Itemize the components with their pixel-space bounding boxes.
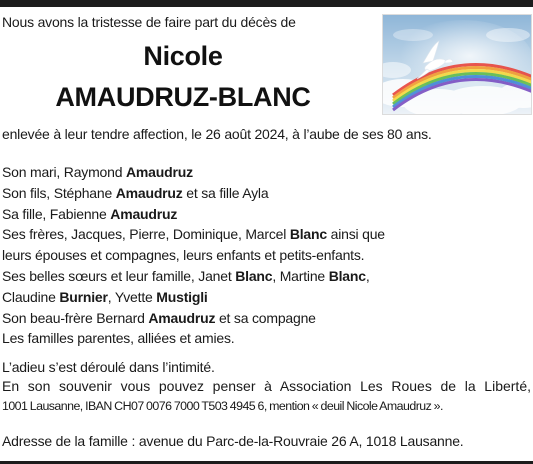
family-surname: Mustigli xyxy=(156,288,208,305)
family-text: et sa compagne xyxy=(215,309,316,326)
family-surname: Amaudruz xyxy=(148,309,216,326)
family-address: Adresse de la famille : avenue du Parc-de-la-Rouvraie 26 A, 1018 Lausanne. xyxy=(2,433,464,449)
family-line xyxy=(2,289,208,306)
family-text: et sa fille Ayla xyxy=(182,184,269,201)
farewell-line-1: L’adieu s’est déroulé dans l’intimité. xyxy=(2,359,215,375)
farewell-line-3: 1001 Lausanne, IBAN CH07 0076 7000 T503 4945 6, mention « deuil Nicole Amaudruz ». xyxy=(2,399,443,413)
family-text: Son mari, Raymond xyxy=(2,164,127,180)
family-surname: Blanc xyxy=(289,226,327,243)
family-surname: Burnier xyxy=(59,288,108,305)
family-line xyxy=(2,226,385,243)
intro-text: Nous avons la tristesse de faire part du décès de xyxy=(2,14,296,30)
memorial-photo xyxy=(382,14,532,115)
family-surname: Amaudruz xyxy=(115,184,183,201)
family-text: Claudine xyxy=(2,288,60,305)
family-text: Son beau-frère Bernard xyxy=(2,309,149,326)
family-line xyxy=(2,247,364,264)
family-text: , Martine xyxy=(272,268,329,284)
family-line xyxy=(2,330,234,347)
announcement-text: enlevée à leur tendre affection, le 26 août 2024, à l’aube de ses 80 ans. xyxy=(2,126,432,142)
family-text: leurs épouses et compagnes, leurs enfants et petits-enfants. xyxy=(2,247,365,264)
family-text: , Yvette xyxy=(107,288,157,305)
family-surname: Blanc xyxy=(235,268,273,284)
deceased-last-name: AMAUDRUZ-BLANC xyxy=(55,82,311,112)
family-line xyxy=(2,206,177,223)
family-text: Son fils, Stéphane xyxy=(2,184,116,201)
family-line xyxy=(2,164,193,181)
deceased-first-name: Nicole xyxy=(143,41,223,71)
farewell-line-2: En son souvenir vous pouvez penser à Association Les Roues de la Liberté, xyxy=(2,378,531,394)
family-surname: Amaudruz xyxy=(126,164,193,180)
family-text: Ses frères, Jacques, Pierre, Dominique, Marcel xyxy=(2,226,290,243)
dove-rainbow-clouds-icon xyxy=(383,15,532,115)
family-text: Sa fille, Fabienne xyxy=(2,205,111,222)
family-text: , xyxy=(365,268,370,284)
family-surname: Amaudruz xyxy=(110,205,178,222)
family-text: Ses belles sœurs et leur famille, Janet xyxy=(2,268,236,284)
family-line xyxy=(2,310,316,327)
family-surname: Blanc xyxy=(328,268,366,284)
family-line xyxy=(2,268,370,285)
family-text: ainsi que xyxy=(326,226,385,243)
family-text: Les familles parentes, alliées et amies. xyxy=(2,330,235,347)
top-rule xyxy=(0,0,533,7)
family-line xyxy=(2,185,268,202)
